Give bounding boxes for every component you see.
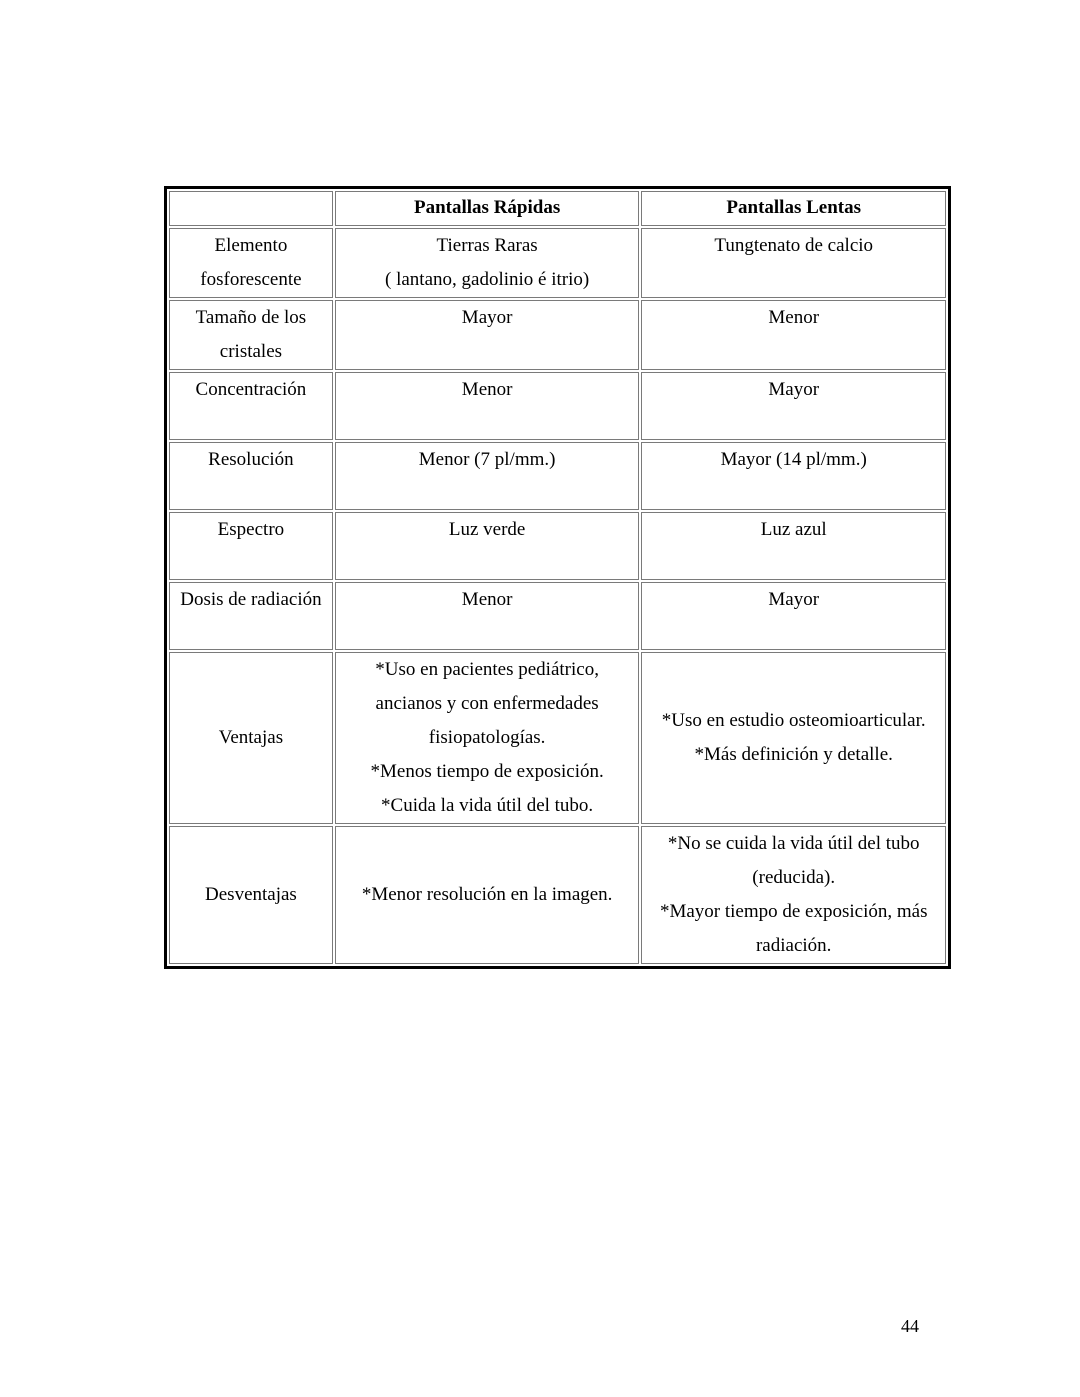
rapidas-cell (335, 512, 640, 580)
lentas-cell (641, 372, 946, 440)
cell-line: Mayor (768, 379, 820, 400)
table-row (169, 826, 946, 964)
cell-line: Mayor (768, 589, 820, 610)
table-row (169, 300, 946, 370)
header-cell-lentas: Pantallas Lentas (641, 191, 946, 226)
lentas-cell (641, 826, 946, 964)
cell-line: (reducida). (752, 867, 836, 888)
cell-line: *Mayor tiempo de exposición, más (659, 901, 928, 922)
table-row (169, 442, 946, 510)
table-row (169, 512, 946, 580)
row-label-cell (169, 582, 333, 650)
cell-line: *Menos tiempo de exposición. (370, 761, 604, 782)
row-label-cell (169, 228, 333, 298)
lentas-cell (641, 442, 946, 510)
rapidas-cell (335, 652, 640, 824)
cell-line: cristales (219, 341, 283, 362)
row-label-cell (169, 372, 333, 440)
cell-line: Resolución (208, 449, 294, 470)
cell-line: Luz verde (448, 519, 526, 540)
row-label-cell (169, 826, 333, 964)
cell-line: Ventajas (218, 727, 284, 748)
cell-line: *Uso en estudio osteomioarticular. (661, 710, 926, 731)
cell-line: *No se cuida la vida útil del tubo (667, 833, 920, 854)
rapidas-cell (335, 228, 640, 298)
cell-line: Luz azul (760, 519, 827, 540)
cell-line: *Uso en pacientes pediátrico, (375, 659, 599, 680)
cell-line: Concentración (195, 379, 307, 400)
cell-line: Dosis de radiación (180, 589, 322, 610)
cell-line: Mayor (461, 307, 513, 328)
cell-line: *Menor resolución en la imagen. (361, 884, 613, 905)
cell-line: radiación. (755, 935, 832, 956)
cell-line: Elemento (214, 235, 288, 256)
lentas-cell (641, 652, 946, 824)
header-cell-empty (169, 191, 333, 226)
cell-line: Tungtenato de calcio (714, 235, 874, 256)
cell-line: Tierras Raras (436, 235, 538, 256)
row-label-cell (169, 300, 333, 370)
cell-line: ( lantano, gadolinio é itrio) (385, 269, 590, 290)
cell-line: Desventajas (205, 884, 297, 905)
lentas-cell (641, 300, 946, 370)
page-number: 44 (901, 1316, 919, 1336)
comparison-table (164, 186, 951, 969)
cell-line: Menor (768, 307, 820, 328)
row-label-cell (169, 512, 333, 580)
lentas-cell (641, 512, 946, 580)
table-header-row (169, 191, 946, 226)
table-row (169, 228, 946, 298)
lentas-cell (641, 582, 946, 650)
table-row (169, 372, 946, 440)
cell-line: Menor (461, 589, 513, 610)
rapidas-cell (335, 826, 640, 964)
rapidas-cell (335, 372, 640, 440)
rapidas-cell (335, 300, 640, 370)
table-row (169, 652, 946, 824)
cell-line: fosforescente (200, 269, 302, 290)
table-row (169, 582, 946, 650)
cell-line: Menor (7 pl/mm.) (418, 449, 556, 470)
lentas-cell (641, 228, 946, 298)
cell-line: Menor (461, 379, 513, 400)
rapidas-cell (335, 582, 640, 650)
cell-line: *Más definición y detalle. (694, 744, 893, 765)
row-label-cell (169, 442, 333, 510)
cell-line: Mayor (14 pl/mm.) (720, 449, 867, 470)
cell-line: ancianos y con enfermedades (375, 693, 599, 714)
rapidas-cell (335, 442, 640, 510)
cell-line: Espectro (217, 519, 285, 540)
row-label-cell (169, 652, 333, 824)
cell-line: *Cuida la vida útil del tubo. (381, 795, 594, 816)
cell-line: Tamaño de los (195, 307, 307, 328)
cell-line: fisiopatologías. (428, 727, 546, 748)
header-cell-rapidas: Pantallas Rápidas (335, 191, 640, 226)
